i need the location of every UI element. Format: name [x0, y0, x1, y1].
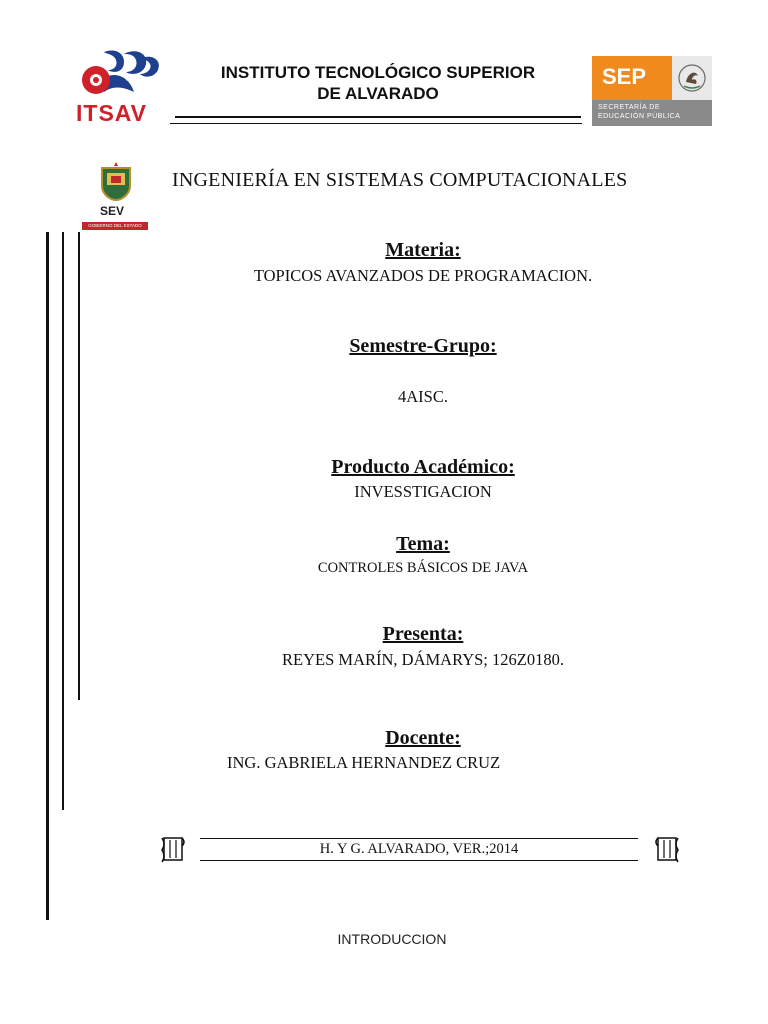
- header-rule-bottom: [170, 123, 582, 124]
- footer-place-date: H. Y G. ALVARADO, VER.;2014: [319, 841, 519, 857]
- veracruz-shield-icon: [94, 160, 138, 202]
- footer-scroll-right-icon: [650, 834, 680, 864]
- itsav-logo-text: ITSAV: [76, 100, 148, 126]
- producto-value: INVESSTIGACION: [354, 482, 492, 501]
- docente-value: ING. GABRIELA HERNANDEZ CRUZ: [227, 753, 501, 772]
- sep-logo: [592, 56, 712, 126]
- docente-label: Docente:: [385, 727, 461, 749]
- left-vertical-line-inner: [78, 232, 80, 700]
- mexico-coat-of-arms-icon: [672, 56, 712, 100]
- itsav-emblem-icon: [74, 46, 164, 106]
- semestre-grupo-label: Semestre-Grupo:: [349, 335, 497, 357]
- materia-label: Materia:: [385, 239, 461, 261]
- sep-logo-abbr: SEP: [602, 64, 647, 89]
- presenta-label: Presenta:: [382, 623, 464, 645]
- footer-rule-top: [200, 838, 638, 839]
- producto-label: Producto Académico:: [331, 456, 515, 478]
- tema-value: CONTROLES BÁSICOS DE JAVA: [317, 560, 529, 576]
- sev-logo: [82, 160, 150, 232]
- sev-logo-abbr: SEV: [100, 204, 125, 218]
- sep-logo-line2: EDUCACIÓN PÚBLICA: [598, 113, 681, 120]
- footer-rule-bottom: [200, 860, 638, 861]
- footer-scroll-left-icon: [160, 834, 190, 864]
- sev-logo-caption: GOBIERNO DEL ESTADO: [82, 222, 148, 230]
- institute-line2: DE ALVARADO: [317, 84, 439, 103]
- left-vertical-line-outer: [46, 232, 49, 920]
- tema-label: Tema:: [396, 533, 450, 555]
- sep-logo-gray-block: [592, 100, 712, 126]
- institute-line1: INSTITUTO TECNOLÓGICO SUPERIOR: [220, 63, 536, 82]
- header-rule-top: [175, 116, 581, 118]
- materia-value: TOPICOS AVANZADOS DE PROGRAMACION.: [253, 266, 593, 285]
- sep-logo-line1: SECRETARÍA DE: [598, 104, 660, 111]
- institute-title: [170, 62, 586, 104]
- career-title: INGENIERÍA EN SISTEMAS COMPUTACIONALES: [172, 169, 628, 191]
- itsav-logo: [74, 46, 164, 130]
- semestre-grupo-value: 4AISC.: [398, 387, 448, 406]
- left-vertical-line-middle: [62, 232, 64, 810]
- introduccion-heading: INTRODUCCION: [337, 931, 447, 947]
- sep-logo-orange-block: [592, 56, 672, 100]
- presenta-value: REYES MARÍN, DÁMARYS; 126Z0180.: [282, 650, 564, 669]
